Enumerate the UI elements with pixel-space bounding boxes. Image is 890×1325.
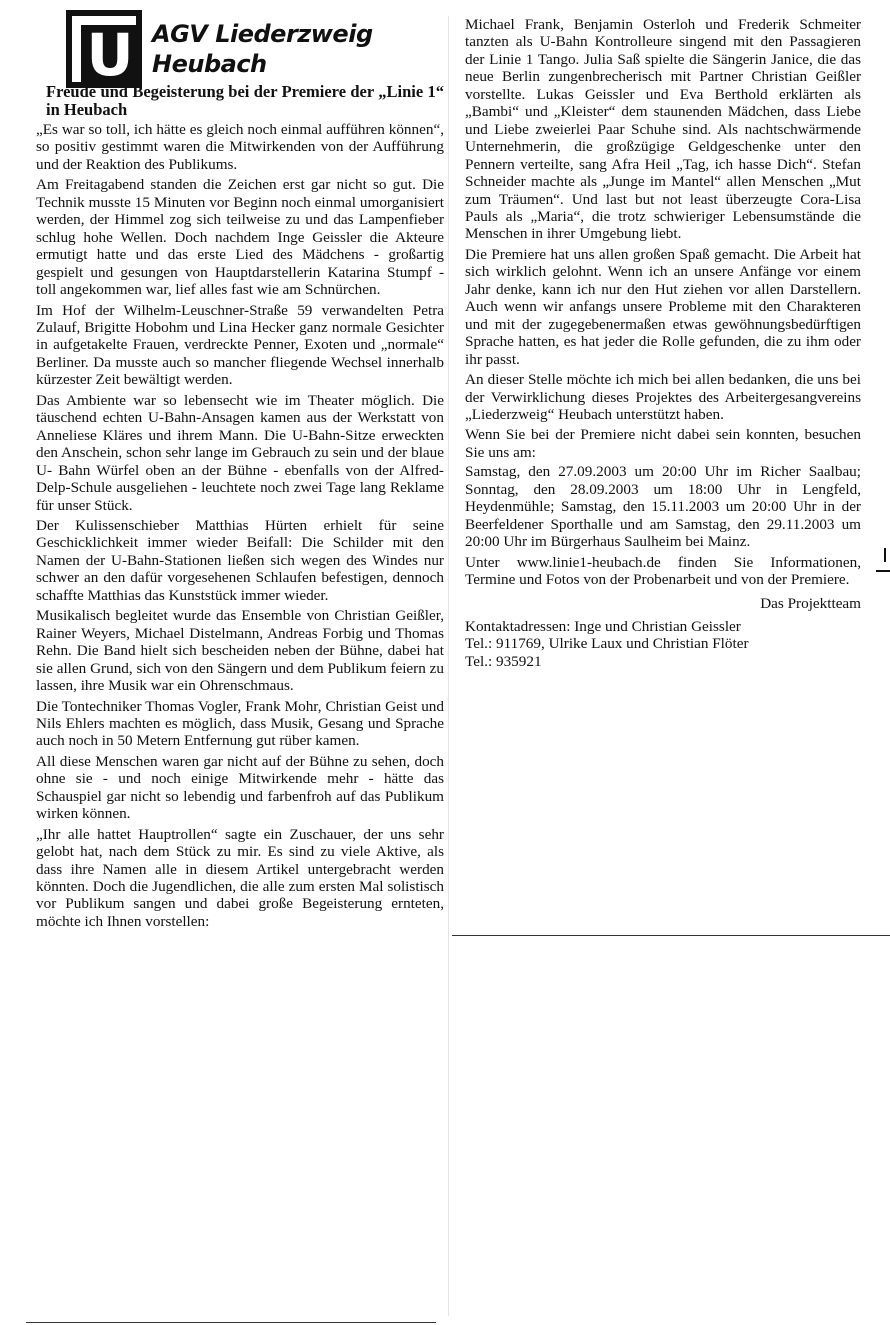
contact-line: Tel.: 935921	[465, 652, 542, 670]
header-subtitle: Heubach	[152, 50, 267, 78]
paragraph: Die Premiere hat uns allen großen Spaß gemacht. Die Arbeit hat sich wirklich gelohnt. Wenn ich an unsere Anfänge vor einem Jahr denke, kann ich nur den Hut ziehen vor allen Darstellern. Auch wenn wir anfangs unsere Probleme mit den Charakteren und mit der zugegebenermaßen etwas gewöhnungsbedürftigen Sprache hatten, es hat jeder die Rolle gefunden, die zu ihm oder ihr passt.	[465, 245, 861, 368]
paragraph: Unter www.linie1-heubach.de finden Sie Informationen, Termine und Fotos von der Probenarbeit und von der Premiere.	[465, 553, 861, 589]
signature: Das Projektteam	[760, 594, 861, 612]
paragraph: An dieser Stelle möchte ich mich bei allen bedanken, die uns bei der Verwirklichung dieses Projektes des Arbeitergesangvereins „Liederzweig“ Heubach unterstützt haben.	[465, 371, 861, 423]
paragraph: Das Ambiente war so lebensecht wie im Theater möglich. Die täuschend echten U-Bahn-Ansagen kamen aus der Werkstatt von Anneliese Kläres und ihrem Mann. Die U-Bahn-Sitze erweckten den Anschein, schon sehr lange im Gebrauch zu sein und der blaue U- Bahn Würfel oben an der Bühne - ebenfalls von der Alfred-Delp-Schule ausgeliehen - leuchtete noch zwei Tage lang Reklame für unser Stück.	[36, 391, 444, 514]
paragraph: Wenn Sie bei der Premiere nicht dabei sein konnten, besuchen Sie uns am:	[465, 426, 861, 461]
paragraph: Im Hof der Wilhelm-Leuschner-Straße 59 verwandelten Petra Zulauf, Brigitte Hobohm und Lina Hecker ganz normale Gesichter in aufgetakelte Frauen, verdreckte Penner, Exoten und „normale“ Berliner. Da musste auch so mancher fliegende Wechsel innerhalb kürzester Zeit bewältigt werden.	[36, 301, 444, 389]
paragraph: Der Kulissenschieber Matthias Hürten erhielt für seine Geschicklichkeit immer wieder Beifall: Die Schilder mit den Namen der U-Bahn-Stationen ließen sich wegen des Windes nur schwer an den dafür vorgesehenen Schlaufen befestigen, dennoch schaffte Matthias das Kunststück immer wieder.	[36, 516, 444, 604]
margin-mark	[876, 570, 890, 572]
paragraph: Am Freitagabend standen die Zeichen erst gar nicht so gut. Die Technik musste 15 Minuten vor Beginn noch einmal umorganisiert werden, der Himmel zog sich teilweise zu und das Lampenfieber schlug hohe Wellen. Doch nachdem Inge Geissler die Akteure ermutigt hatte und das erste Lied des Mädchens - großartig gespielt und gesungen von Hauptdarstellerin Katarina Stumpf - toll angekommen war, lief alles fast wie am Schnürchen.	[36, 176, 444, 299]
column-divider	[448, 16, 449, 1316]
bottom-rule	[26, 1322, 436, 1323]
paragraph: Michael Frank, Benjamin Osterloh und Frederik Schmeiter tanzten als U-Bahn Kontrolleure singend mit den Passagieren der Linie 1 Tango. Julia Saß spielte die Sängerin Janice, die das neue Berlin zungenbrecherisch mit Partner Christian Geißler vorstellte. Lukas Geissler und Eva Berthold erklärten als „Bambi“ und „Kleister“ dem staunenden Mädchen, dass Liebe und Liebe zweierlei Paar Schuhe sind. Als nachtschwärmende Unternehmerin, die großzügige Geldgeschenke unter den Pennern verteilte, sang Afra Heil „Tag, ich hasse Dich“. Stefan Schneider machte als „Junge im Mantel“ allen Menschen „Mut zum Träumen“. Und last but not least überzeugte Cora-Lisa Pauls als „Maria“, die trotz schwieriger Lebensumstände die Menschen in ihrer Umgebung liebt.	[465, 16, 861, 243]
paragraph: Die Tontechniker Thomas Vogler, Frank Mohr, Christian Geist und Nils Ehlers machten es möglich, dass Musik, Gesang und Sprache auch noch in 50 Metern Entfernung gut rüber kamen.	[36, 697, 444, 750]
contact-line: Tel.: 911769, Ulrike Laux und Christian Flöter	[465, 635, 749, 653]
paragraph: All diese Menschen waren gar nicht auf der Bühne zu sehen, doch ohne sie - und noch einige Mitwirkende mehr - hätte das Schauspiel gar nicht so lebendig und farbenfroh auf das Publikum wirken können.	[36, 752, 444, 823]
paragraph: Musikalisch begleitet wurde das Ensemble von Christian Geißler, Rainer Weyers, Michael Distelmann, Andreas Forbig und Thomas Rehn. Die Band hielt sich bescheiden neben der Bühne, dabei hat sie allen Grund, sich von den Sängern und dem Publikum feiern zu lassen, ihre Musik war ein Ohrenschmaus.	[36, 607, 444, 695]
u-bahn-logo-icon	[66, 10, 142, 88]
contact-line: Kontaktadressen: Inge und Christian Geissler	[465, 617, 741, 635]
right-column-end-rule	[452, 935, 890, 936]
logo-letter: U	[81, 25, 139, 85]
right-column	[465, 16, 861, 670]
article-headline: Freude und Begeisterung bei der Premiere der „Linie 1“ in Heubach	[46, 82, 444, 119]
paragraph: „Es war so toll, ich hätte es gleich noch einmal aufführen können“, so positiv gestimmt waren die Mitwirkenden von der Aufführung und der Reaktion des Publikums.	[36, 121, 444, 173]
left-column	[36, 83, 444, 933]
paragraph: Samstag, den 27.09.2003 um 20:00 Uhr im Richer Saalbau; Sonntag, den 28.09.2003 um 18:00 Uhr in Lengfeld, Heydenmühle; Samstag, den 15.11.2003 um 20:00 Uhr in der Beerfeldener Sporthalle und am Samstag, den 29.11.2003 um 20:00 Uhr im Bürgerhaus Saulheim bei Mainz.	[465, 463, 861, 551]
margin-mark	[884, 548, 886, 562]
paragraph: „Ihr alle hattet Hauptrollen“ sagte ein Zuschauer, der uns sehr gelobt hat, nach dem Stück zu mir. Es sind zu viele Aktive, als dass ihre Namen alle in diesem Artikel untergebracht werden könnten. Doch die Jugendlichen, die alle zum ersten Mal solistisch vor Publikum sangen und dabei große Begeisterung ernteten, möchte ich Ihnen vorstellen:	[36, 825, 444, 930]
header-title: AGV Liederzweig	[152, 20, 373, 48]
